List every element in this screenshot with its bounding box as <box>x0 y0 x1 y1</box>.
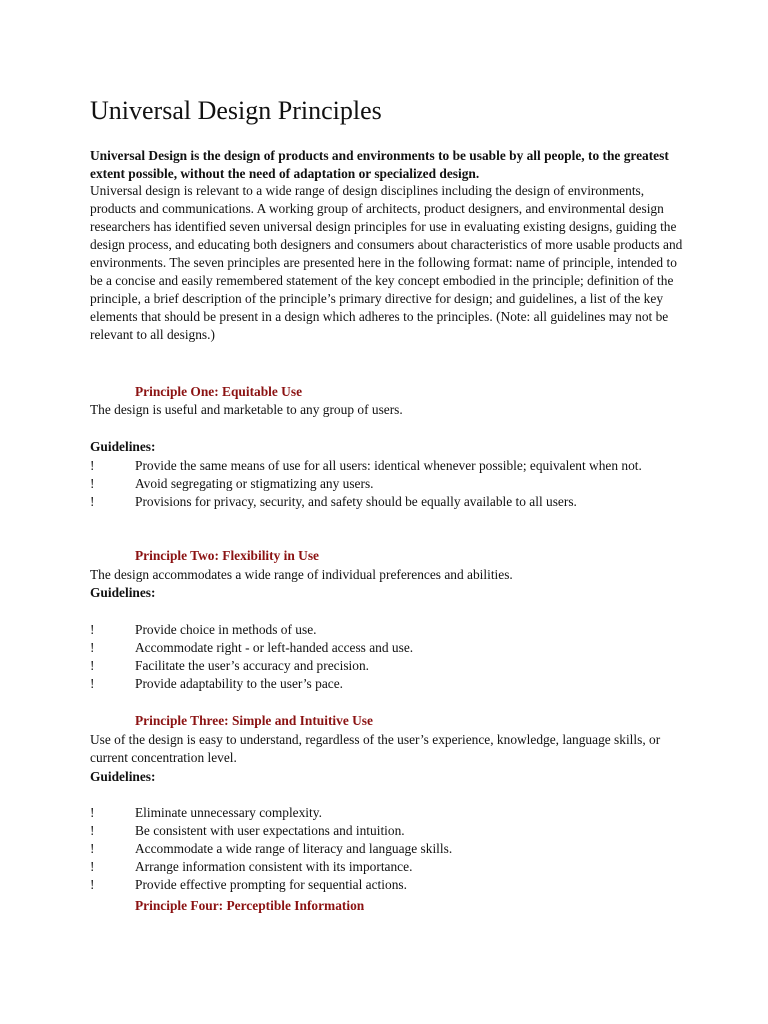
list-item <box>90 840 690 858</box>
bullet-marker: ! <box>90 823 95 838</box>
bullet-marker: ! <box>90 640 95 655</box>
list-item <box>90 804 690 822</box>
guideline-text: Provisions for privacy, security, and safety should be equally available to all users. <box>135 494 577 509</box>
principle-three-description: Use of the design is easy to understand, regardless of the user’s experience, knowledge, language skills, or current concentration level. <box>90 732 661 765</box>
principle-two-guidelines-label: Guidelines: <box>90 585 156 600</box>
principle-two-guidelines <box>90 621 690 693</box>
guideline-text: Eliminate unnecessary complexity. <box>135 805 322 820</box>
principle-one-guidelines <box>90 457 690 511</box>
intro-definition: Universal Design is the design of products and environments to be usable by all people, to the greatest extent possible, without the need of adaptation or specialized design. <box>90 148 669 181</box>
bullet-marker: ! <box>90 658 95 673</box>
bullet-marker: ! <box>90 622 95 637</box>
guideline-text: Provide choice in methods of use. <box>135 622 317 637</box>
guideline-text: Provide effective prompting for sequential actions. <box>135 877 407 892</box>
principle-one-description: The design is useful and marketable to any group of users. <box>90 402 403 417</box>
principle-three-guidelines-label: Guidelines: <box>90 769 156 784</box>
bullet-marker: ! <box>90 676 95 691</box>
list-item <box>90 858 690 876</box>
bullet-marker: ! <box>90 494 95 509</box>
principle-two-description: The design accommodates a wide range of individual preferences and abilities. <box>90 567 513 582</box>
principle-three-title: Principle Three: Simple and Intuitive Use <box>135 713 373 728</box>
bullet-marker: ! <box>90 476 95 491</box>
bullet-marker: ! <box>90 805 95 820</box>
guideline-text: Provide adaptability to the user’s pace. <box>135 676 343 691</box>
bullet-marker: ! <box>90 877 95 892</box>
list-item <box>90 657 690 675</box>
guideline-text: Provide the same means of use for all users: identical whenever possible; equivalent when not. <box>135 458 642 473</box>
bullet-marker: ! <box>90 859 95 874</box>
list-item <box>90 639 690 657</box>
list-item <box>90 493 690 511</box>
guideline-text: Avoid segregating or stigmatizing any users. <box>135 476 374 491</box>
list-item <box>90 876 690 894</box>
list-item <box>90 457 690 475</box>
list-item <box>90 822 690 840</box>
principle-four-title: Principle Four: Perceptible Information <box>135 898 365 913</box>
bullet-marker: ! <box>90 841 95 856</box>
list-item <box>90 475 690 493</box>
guideline-text: Be consistent with user expectations and intuition. <box>135 823 405 838</box>
intro-paragraph: Universal design is relevant to a wide range of design disciplines including the design of environments, products and communications. A working group of architects, product designers, and environmental design researchers has identified seven universal design principles for use in evaluating existing designs, guiding the design process, and educating both designers and consumers about characteristics of more usable products and environments. The seven principles are presented here in the following format: name of principle, intended to be a concise and easily remembered statement of the key concept embodied in the principle; definition of the principle, a brief description of the principle’s primary directive for design; and guidelines, a list of the key elements that should be present in a design which adheres to the principles. (Note: all guidelines may not be relevant to all designs.) <box>90 183 683 342</box>
principle-two-title: Principle Two: Flexibility in Use <box>135 548 319 563</box>
guideline-text: Accommodate right - or left-handed access and use. <box>135 640 414 655</box>
guideline-text: Facilitate the user’s accuracy and precision. <box>135 658 369 673</box>
page-title: Universal Design Principles <box>90 96 382 125</box>
principle-three-guidelines <box>90 804 690 894</box>
principle-one-title: Principle One: Equitable Use <box>135 384 303 399</box>
guideline-text: Arrange information consistent with its importance. <box>135 859 413 874</box>
list-item <box>90 675 690 693</box>
guideline-text: Accommodate a wide range of literacy and language skills. <box>135 841 453 856</box>
bullet-marker: ! <box>90 458 95 473</box>
principle-one-guidelines-label: Guidelines: <box>90 439 156 454</box>
list-item <box>90 621 690 639</box>
